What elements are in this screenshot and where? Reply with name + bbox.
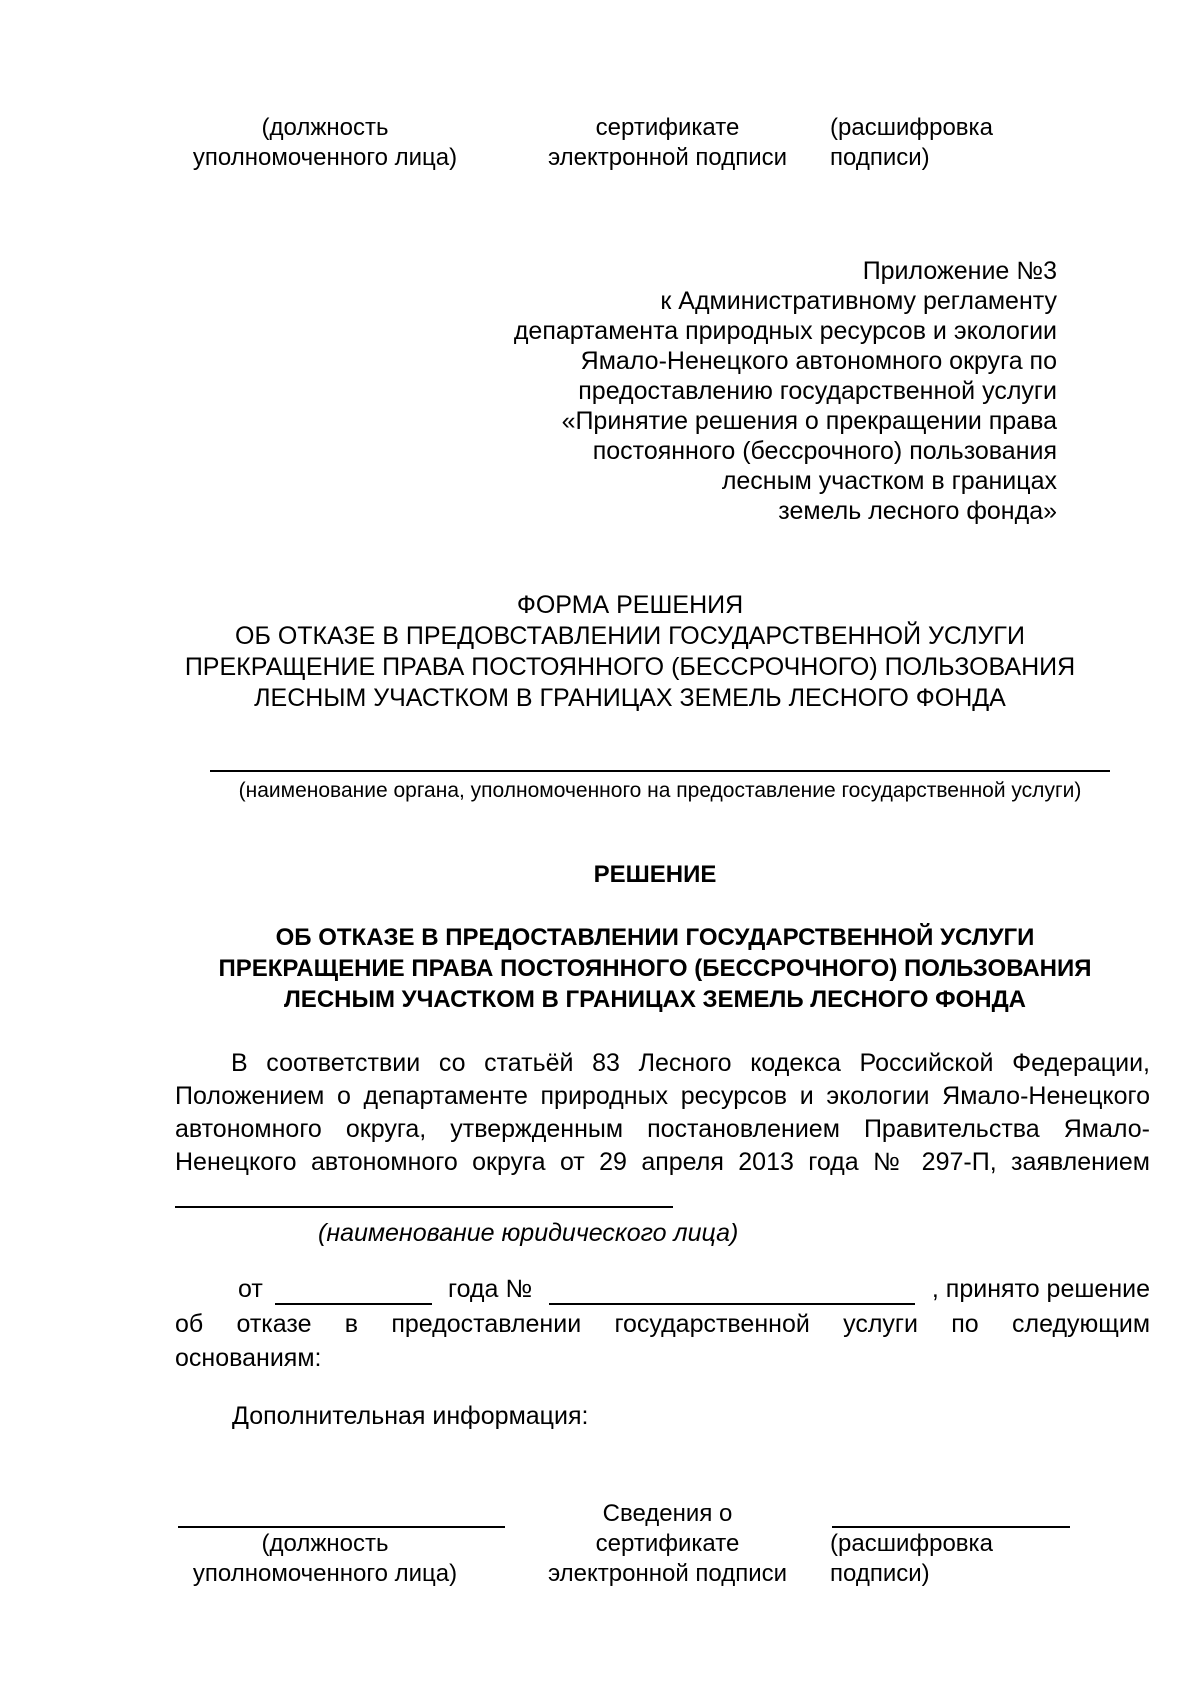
bottom-signature-decryption [830,1529,993,1589]
paragraph-line: В соответствии со статьёй 83 Лесного кодекса Российской Федерации, [231,1049,1150,1077]
certificate-caption-line-1: сертификате [595,1530,740,1557]
certificate-caption-line-0: Сведения о [602,1500,733,1527]
decision-taken-text: , принято решение [931,1275,1150,1303]
organ-name-line [210,770,1110,772]
certificate-caption-line-2: электронной подписи [547,144,788,171]
decryption-caption-line-2: подписи) [830,1560,930,1587]
date-blank-line [275,1303,432,1305]
top-signature-certificate [535,113,800,173]
decision-heading: РЕШЕНИЕ [593,861,717,888]
bottom-signature-certificate [535,1499,800,1589]
decryption-caption-line-1: (расшифровка [830,1530,993,1557]
year-number-label: года № [448,1275,533,1303]
form-title-line: ФОРМА РЕШЕНИЯ [516,591,744,619]
bottom-signature-position [165,1529,485,1589]
appendix-line: департамента природных ресурсов и экологии [513,317,1057,345]
paragraph-line: автономного округа, утвержденным постановлением Правительства Ямало- [175,1115,1150,1143]
form-title-line: ОБ ОТКАЗЕ В ПРЕДОВСТАВЛЕНИИ ГОСУДАРСТВЕННОЙ УСЛУГИ [235,622,1025,650]
additional-info-label: Дополнительная информация: [232,1402,589,1430]
certificate-caption-line-2: электронной подписи [547,1560,788,1587]
position-caption-line-2: уполномоченного лица) [192,144,458,171]
appendix-line: постоянного (бессрочного) пользования [592,437,1057,465]
position-caption-line-1: (должность [261,1530,389,1557]
decryption-caption-line-2: подписи) [830,144,930,171]
number-blank-line [549,1303,915,1305]
position-caption-line-1: (должность [261,114,389,141]
certificate-caption-line-1: сертификате [595,114,740,141]
bottom-position-signature-line [178,1526,505,1528]
body-paragraph [175,1047,1150,1179]
position-caption-line-2: уполномоченного лица) [192,1560,458,1587]
paragraph-line: Ненецкого автономного округа от 29 апреля 2013 года № 297-П, заявлением [175,1148,1150,1176]
appendix-line: Приложение №3 [862,257,1057,285]
top-signature-position [165,113,485,173]
grounds-label: основаниям: [175,1344,322,1372]
form-title [180,590,1080,714]
appendix-line: предоставлению государственной услуги [578,377,1057,405]
appendix-line: «Принятие решения о прекращении права [561,407,1057,435]
decision-subheading [160,922,1150,1015]
appendix-header [514,256,1057,526]
appendix-line: Ямало-Ненецкого автономного округа по [580,347,1057,375]
legal-entity-caption: (наименование юридического лица) [318,1219,739,1247]
decision-subheading-line: ОБ ОТКАЗЕ В ПРЕДОСТАВЛЕНИИ ГОСУДАРСТВЕННОЙ УСЛУГИ [275,924,1035,951]
appendix-line: к Административному регламенту [660,287,1057,315]
top-signature-decryption [830,113,993,173]
decision-subheading-line: ЛЕСНЫМ УЧАСТКОМ В ГРАНИЦАХ ЗЕМЕЛЬ ЛЕСНОГО ФОНДА [283,986,1027,1013]
form-title-line: ЛЕСНЫМ УЧАСТКОМ В ГРАНИЦАХ ЗЕМЕЛЬ ЛЕСНОГО ФОНДА [254,684,1006,712]
paragraph-line: Положением о департаменте природных ресурсов и экологии Ямало-Ненецкого [175,1082,1150,1110]
form-title-line: ПРЕКРАЩЕНИЕ ПРАВА ПОСТОЯННОГО (БЕССРОЧНОГО) ПОЛЬЗОВАНИЯ [184,653,1076,681]
appendix-line: лесным участком в границах [721,467,1057,495]
bottom-decryption-signature-line [832,1526,1070,1528]
legal-entity-line [175,1206,673,1208]
decision-subheading-line: ПРЕКРАЩЕНИЕ ПРАВА ПОСТОЯННОГО (БЕССРОЧНОГО) ПОЛЬЗОВАНИЯ [218,955,1092,982]
organ-caption: (наименование органа, уполномоченного на предоставление государственной услуги) [238,779,1082,802]
decryption-caption-line-1: (расшифровка [830,114,993,141]
refusal-line: об отказе в предоставлении государственной услуги по следующим [175,1310,1150,1338]
appendix-line: земель лесного фонда» [778,497,1057,525]
from-label: от [238,1275,263,1303]
